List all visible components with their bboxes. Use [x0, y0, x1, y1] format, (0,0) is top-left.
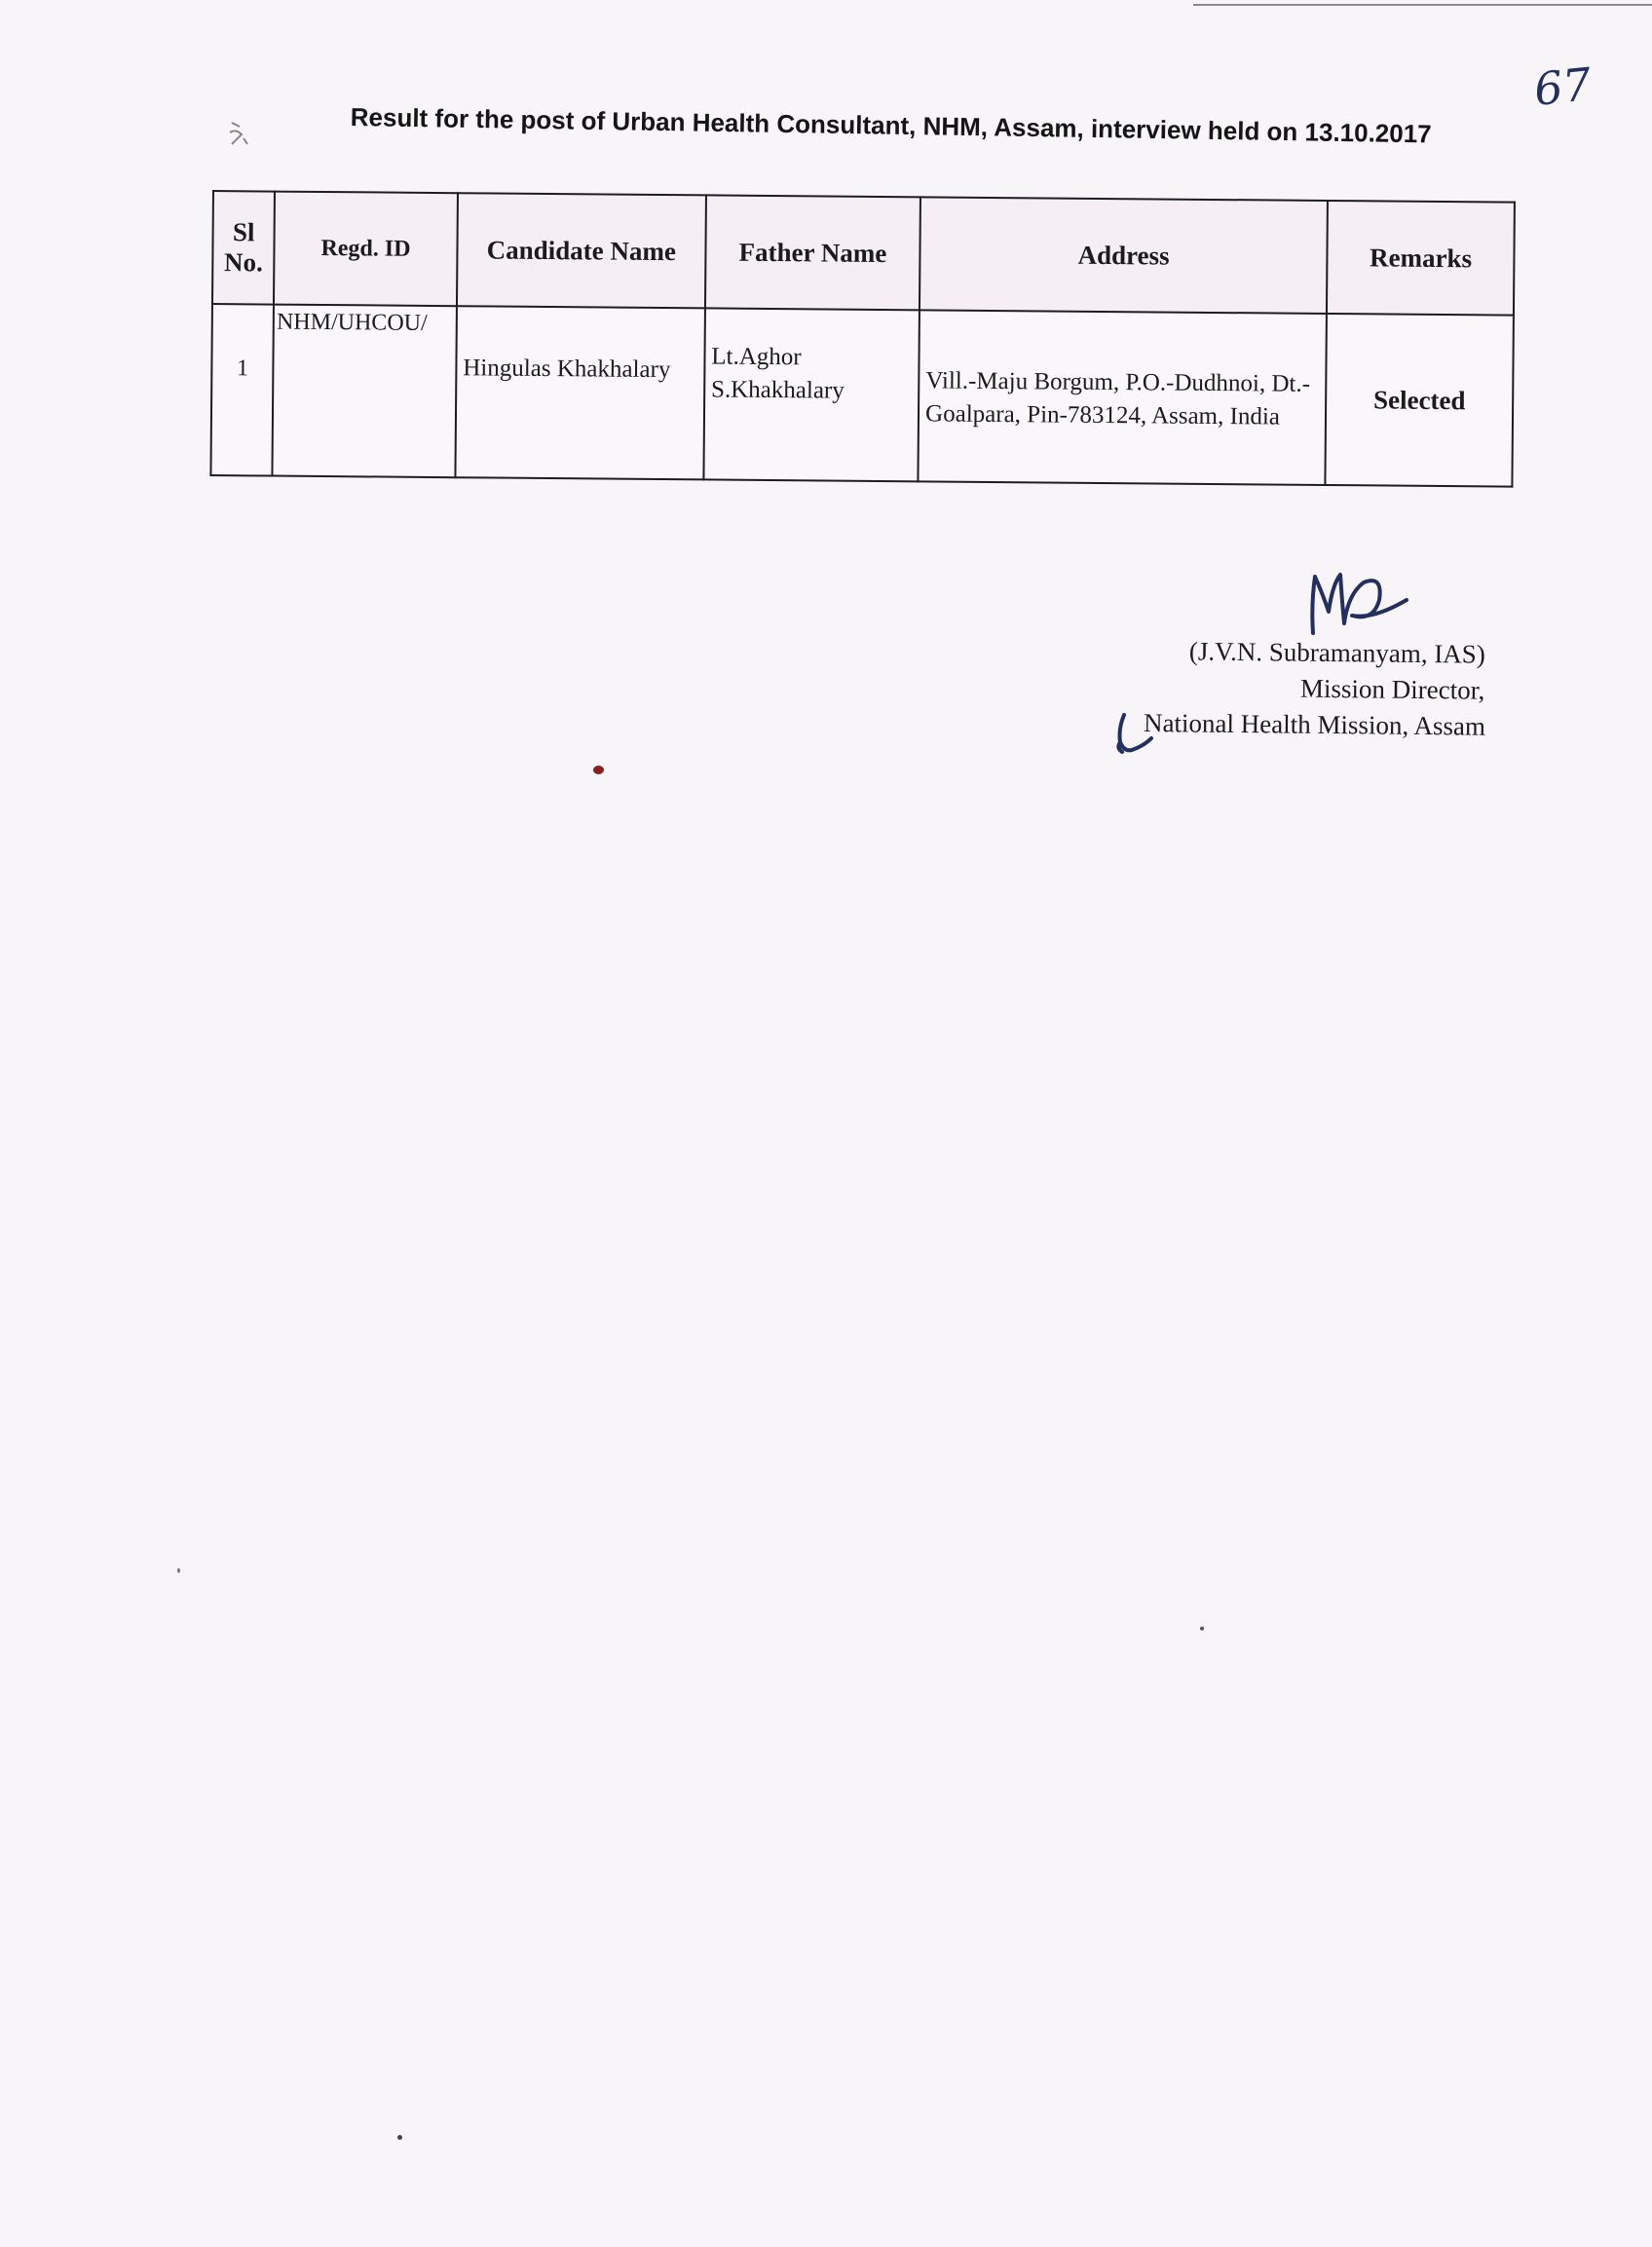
header-candidate-name: Candidate Name	[457, 193, 706, 308]
header-remarks: Remarks	[1327, 201, 1515, 316]
header-sl-no: Sl No.	[212, 191, 275, 305]
table-header-row	[212, 191, 1515, 316]
header-address: Address	[920, 197, 1328, 314]
table-row	[210, 304, 1513, 487]
cell-sl-no: 1	[210, 304, 274, 476]
cell-remarks: Selected	[1326, 314, 1514, 487]
corner-scan-mark	[226, 119, 251, 155]
ink-speck	[177, 1568, 180, 1573]
signatory-designation: Mission Director,	[1299, 673, 1485, 705]
scan-edge-line	[1193, 4, 1652, 6]
signatory-name: (J.V.N. Subramanyam, IAS)	[1188, 636, 1485, 669]
signature-icon	[1305, 565, 1412, 643]
cell-father-name: Lt.Aghor S.Khakhalary	[703, 308, 920, 481]
ink-speck	[397, 2135, 402, 2140]
signature-block	[1144, 633, 1485, 745]
cell-address: Vill.-Maju Borgum, P.O.-Dudhnoi, Dt.-Goalpara, Pin-783124, Assam, India	[919, 310, 1328, 485]
signatory-organization: National Health Mission, Assam	[1143, 707, 1486, 741]
result-table	[209, 190, 1516, 488]
header-father-name: Father Name	[705, 195, 920, 310]
header-regd-id: Regd. ID	[274, 192, 458, 307]
ink-speck	[593, 766, 604, 774]
handwritten-page-number: 67	[1531, 57, 1595, 116]
page-title: Result for the post of Urban Health Consultant, NHM, Assam, interview held on 13.10.2017	[350, 102, 1432, 149]
cell-candidate-name: Hingulas Khakhalary	[455, 306, 704, 479]
cell-regd-id: NHM/UHCOU/	[273, 305, 457, 478]
ink-speck	[1200, 1627, 1204, 1630]
